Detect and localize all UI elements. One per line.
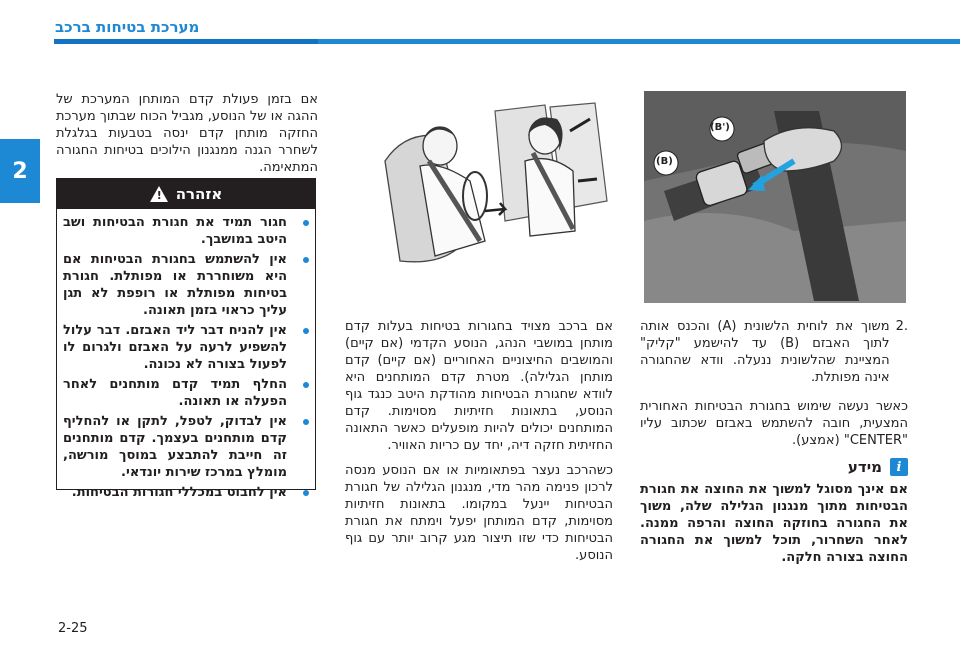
left-paragraph: אם בזמן פעולת קדם המותחן המערכת של ההגה או של הנוסע, מגביל הכוח שבתוך מערכת החזקה מותחן קדם ינסה בטבעות בגלגלת לשחרר הגנה ממנגנון הילוכים בטיחות החגורה המתאימה.: [56, 92, 318, 175]
step-2: [640, 318, 908, 386]
chapter-tab-label: 2: [12, 158, 28, 184]
label-tongue: (B'): [710, 122, 730, 133]
warning-item: אין לבדוק, לטפל, לתקן או להחליף קדם מותחנים בעצמך. קדם מותחנים זה חייבת להתבצע במוסך מורשה, מומלץ במרכז שירות יונדאי.: [63, 413, 309, 481]
warning-item: החלף תמיד קדם מותחנים לאחר הפעלה או תאונה.: [63, 376, 309, 410]
buckle-photo-illustration: [644, 91, 906, 303]
center-buckle-note: כאשר נעשה שימוש בחגורת הבטיחות האחורית המצעית, חובה להשתמש באבזם שכתוב עליו "CENTER" (אמצע).: [640, 399, 908, 448]
label-buckle: (B): [656, 156, 673, 167]
bullet-icon: [303, 382, 309, 388]
warning-item: אין לחבוט במכללי חגורות הבטיחות.: [63, 484, 309, 501]
step-number: .2: [895, 319, 908, 334]
info-icon: i: [890, 458, 908, 476]
pretensioner-paragraph-1: אם ברכב מצויד בחגורות בטיחות בעלות קדם מותחן במושבי הנהג, הנוסע הקדמי (אם קיים) והמושבים החיצוניים האחוריים (אם קיים) קדם מותחן הגלילה). מטרת קדם המותחנים היא לוודא שחגורת הבטיחות מהודקת היטב כנגד גוף הנוסע, בתאונות חזיתיות מסוימות. קדם המותחנים יכולים להיות מופעלים כאשר התאונה החזיתית חזקה דיה, יחד עם כריות האוויר.: [345, 319, 613, 453]
warning-list: [57, 209, 315, 501]
seat-occupants-illustration: [345, 91, 613, 301]
right-column-body: [640, 318, 908, 566]
pretensioner-paragraph-2: כשהרכב נעצר בפתאומיות או אם הנוסע מנסה לרכון פנימה מהר מדי, מנגנון הגלילה של חגורת הבטיחות יינעל במקומו. בתאונות חזיתיות מסוימות, קדם המותחן יפעל וימתח את חגורת הבטיחות כדי שזו תיצור מגע קרוב יותר עם גוף הנוסע.: [345, 463, 613, 563]
warning-triangle-icon: !: [150, 186, 168, 202]
section-title: מערכת בטיחות ברכב: [55, 18, 200, 36]
warning-title: אזהרה: [175, 185, 223, 203]
step-text: משוך את לוחית הלשונית (A) והכנס אותה לתוך האבזם (B) עד להישמע "קליק" המציינת שהלשונית ננעלה. וודא שהחגורה אינה מפותלת.: [640, 319, 890, 385]
chapter-tab: [0, 139, 40, 203]
page-number: 2-25: [58, 621, 88, 636]
info-title: מידע: [847, 457, 882, 476]
buckle-illustration: [644, 91, 906, 303]
warning-item: חגור תמיד את חגורת הבטיחות ושב היטב במושבך.: [63, 214, 309, 248]
bullet-icon: [303, 419, 309, 425]
bullet-icon: [303, 257, 309, 263]
warning-item: אין להשתמש בחגורת הבטיחות אם היא משוחררת או מפותלת. חגורת בטיחות מפותלת או רופפת לא תגן עליך כראוי בזמן תאונה.: [63, 251, 309, 319]
info-text: אם אינך מסוגל למשוך את החוצה את חגורת הבטיחות מתוך מנגנון הגלילה שלה, משוך את החגורה בחוזקה החוצה והרפה ממנה. לאחר השחרור, תוכל למשוך את החגורה החוצה בצורה חלקה.: [640, 482, 908, 565]
left-column: [56, 91, 318, 176]
bullet-icon: [303, 490, 309, 496]
warning-item: אין להניח דבר ליד האבזם. דבר עלול להשפיע לרעה על האבזם ולגרום לו לפעול בצורה לא נכונה.: [63, 322, 309, 373]
header-rule-accent: [54, 39, 318, 44]
info-heading: [640, 458, 908, 476]
bullet-icon: [303, 220, 309, 226]
pretensioner-illustration: [345, 91, 613, 301]
bullet-icon: [303, 328, 309, 334]
middle-column-body: [345, 318, 613, 564]
warning-box: [56, 178, 316, 500]
warning-header: [57, 179, 315, 209]
